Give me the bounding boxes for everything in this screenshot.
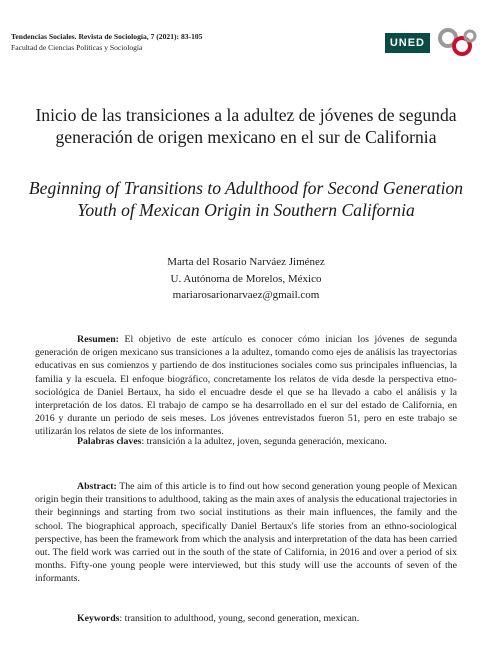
keywords-english <box>35 612 457 625</box>
keywords-es-label: Palabras claves <box>77 436 142 447</box>
abstract-spanish <box>35 333 457 439</box>
abstract-es-text: El objetivo de este artículo es conocer cómo inician los jóvenes de segunda generación de origen mexicano sus transiciones a la adultez, tomando como ejes de análisis las trayectorias educativas en sus comienzos y partiendo de dos instituciones sociales como sus principales influencias, la familia y la escuela. El enfoque biográfico, concretamente los relatos de vida desde la perspectiva etno-sociológica de Daniel Bertaux, ha sido el encuadre desde el que se ha llevado a cabo el análisis y la interpretación de los datos. El trabajo de campo se ha desarrollado en el sur del estado de California, en 2016 y durante un periodo de seis meses. Los jóvenes entrevistados fueron 51, pero en este trabajo se utilizarán los relatos de siete de los informantes. <box>35 334 457 438</box>
keywords-en-text: : transition to adulthood, young, second generation, mexican. <box>119 613 360 624</box>
journal-citation: Tendencias Sociales. Revista de Sociología, 7 (2021): 83-105 <box>11 32 203 41</box>
swirl-logo-icon <box>434 26 478 60</box>
abstract-en-label: Abstract: <box>77 481 117 492</box>
title-spanish: Inicio de las transiciones a la adultez de jóvenes de segunda generación de origen mexicano en el sur de California <box>35 105 457 147</box>
uned-logo-text: UNED <box>385 33 430 53</box>
author-name: Marta del Rosario Narváez Jiménez <box>167 256 325 268</box>
keywords-es-text: : transición a la adultez, joven, segunda generación, mexicano. <box>141 436 387 447</box>
abstract-en-text: The aim of this article is to find out how second generation young people of Mexican origin begin their transitions to adulthood, taking as the main axes of analysis the educational trajectories in their beginnings and starting from two social institutions as their main influences, the family and the school. The biographical approach, specifically Daniel Bertaux's life stories from an ethno-sociological perspective, has been the framework from which the analysis and interpretation of the data has been carried out. The field work was carried out in the south of the state of California, in 2016 and over a period of six months. Fifty-one young people were interviewed, but this study will use the accounts of seven of the informants. <box>35 481 457 585</box>
keywords-en-label: Keywords <box>77 613 120 624</box>
author-block <box>26 254 466 304</box>
uned-logo <box>385 26 478 60</box>
page-header <box>10 8 482 68</box>
author-email: mariarosarionarvaez@gmail.com <box>172 289 320 301</box>
keywords-spanish <box>35 435 457 448</box>
abstract-es-label: Resumen: <box>77 334 119 345</box>
title-english: Beginning of Transitions to Adulthood for Second Generation Youth of Mexican Origin in Southern California <box>28 178 464 220</box>
abstract-english <box>35 480 457 586</box>
author-affiliation: U. Autónoma de Morelos, México <box>170 272 322 285</box>
faculty-name: Facultad de Ciencias Políticas y Sociología <box>11 43 143 52</box>
